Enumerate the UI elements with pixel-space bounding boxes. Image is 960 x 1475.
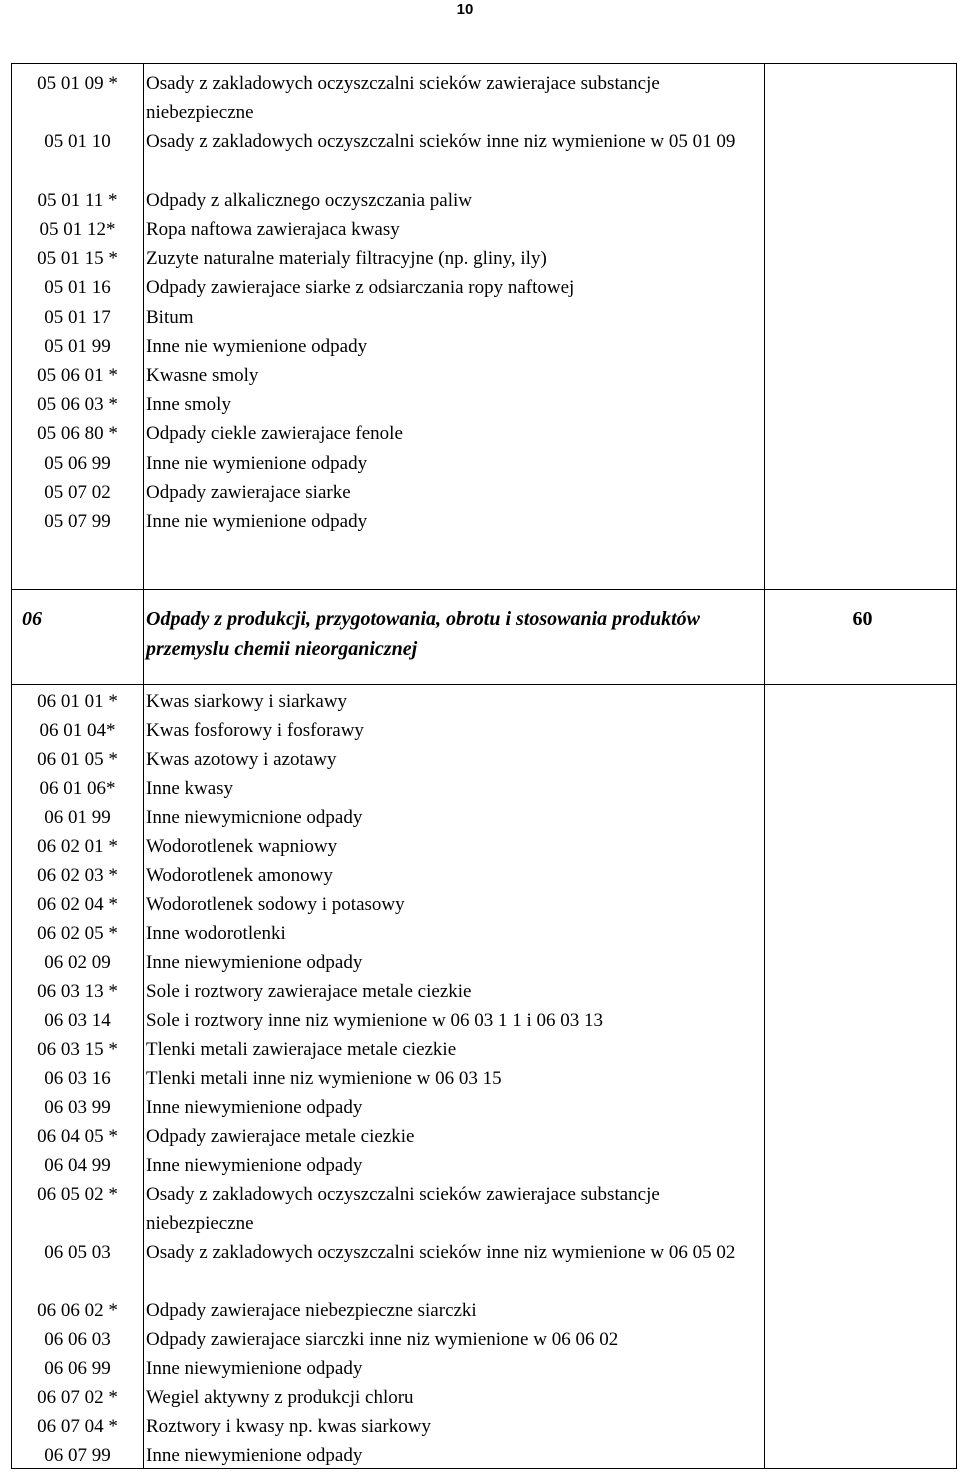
waste-code: 06 04 05 * [37, 1126, 118, 1147]
waste-description: Inne wodorotlenki [146, 923, 286, 944]
waste-code: 05 06 03 * [37, 394, 118, 416]
waste-description: Inne kwasy [146, 778, 234, 799]
waste-code: 06 05 03 [44, 1242, 111, 1263]
waste-code: 06 01 06* [39, 778, 116, 799]
waste-description: Osady z zakladowych oczyszczalni scieków zawierajace substancje niebezpieczne [146, 73, 660, 123]
waste-description: Osady z zakladowych oczyszczalni scieków inne niz wymienione w 06 05 02 [146, 1242, 736, 1263]
waste-description: Inne niewymienione odpady [146, 1445, 363, 1466]
waste-code: 05 01 10 [44, 131, 111, 153]
waste-code: 06 02 04 * [37, 894, 118, 915]
waste-description: Kwasne smoly [146, 365, 259, 386]
waste-code: 05 07 02 [44, 481, 111, 503]
waste-code: 06 02 03 * [37, 865, 118, 886]
waste-description: Inne nie wymienione odpady [146, 511, 368, 532]
waste-description: Inne niewymienione odpady [146, 1358, 363, 1379]
group-separator-top [12, 589, 956, 590]
waste-code: 06 03 14 [44, 1010, 111, 1031]
waste-description: Osady z zakladowych oczyszczalni scieków inne niz wymienione w 05 01 09 [146, 131, 736, 153]
waste-description: Inne niewymienione odpady [146, 1155, 363, 1176]
waste-code: 05 07 99 [44, 511, 111, 532]
waste-description: Wodorotlenek sodowy i potasowy [146, 894, 405, 915]
waste-description: Odpady zawierajace niebezpieczne siarczki [146, 1300, 477, 1321]
waste-code: 06 06 02 * [37, 1300, 118, 1321]
column-divider-limit [764, 64, 765, 1468]
waste-description: Inne nie wymienione odpady [146, 452, 368, 474]
waste-code: 06 07 02 * [37, 1387, 118, 1408]
waste-description: Sole i roztwory inne niz wymienione w 06 03 1 1 i 06 03 13 [146, 1010, 603, 1031]
waste-code: 06 05 02 * [37, 1184, 118, 1205]
waste-description: Zuzyte naturalne materialy filtracyjne (np. gliny, ily) [146, 248, 547, 270]
waste-code: 05 01 12* [39, 219, 116, 240]
waste-codes-table [11, 63, 957, 1469]
waste-code: 05 01 11 * [37, 189, 118, 211]
group-limit: 60 [852, 608, 873, 630]
waste-description: Odpady zawierajace siarke z odsiarczania ropy naftowej [146, 277, 575, 299]
waste-code: 06 03 99 [44, 1097, 111, 1118]
waste-description: Inne niewymienione odpady [146, 1097, 363, 1118]
waste-description: Odpady zawierajace siarke [146, 481, 351, 503]
waste-description: Kwas siarkowy i siarkawy [146, 691, 348, 712]
waste-code: 05 01 09 * [37, 73, 118, 94]
waste-description: Tlenki metali zawierajace metale ciezkie [146, 1039, 457, 1060]
waste-code: 06 07 99 [44, 1445, 111, 1466]
waste-description: Inne niewymienione odpady [146, 952, 363, 973]
waste-code: 06 03 13 * [37, 981, 118, 1002]
waste-description: Odpady zawierajace metale ciezkie [146, 1126, 415, 1147]
waste-description: Bitum [146, 306, 194, 328]
group-title: Odpady z produkcji, przygotowania, obrotu i stosowania produktów przemyslu chemii nieorganicznej [146, 608, 700, 660]
waste-code: 06 01 04* [39, 720, 116, 741]
waste-code: 05 01 17 [44, 306, 111, 328]
waste-code: 06 01 01 * [37, 691, 118, 712]
page-number: 10 [456, 1, 474, 18]
waste-code: 05 01 99 [44, 335, 111, 357]
waste-code: 06 07 04 * [37, 1416, 118, 1437]
waste-code: 06 02 01 * [37, 836, 118, 857]
waste-code: 06 06 99 [44, 1358, 111, 1379]
waste-description: Ropa naftowa zawierajaca kwasy [146, 219, 400, 240]
waste-code: 06 04 99 [44, 1155, 111, 1176]
waste-code: 05 06 80 * [37, 423, 118, 445]
waste-description: Kwas fosforowy i fosforawy [146, 720, 364, 741]
waste-description: Kwas azotowy i azotawy [146, 749, 337, 770]
waste-code: 06 02 05 * [37, 923, 118, 944]
waste-code: 06 03 15 * [37, 1039, 118, 1060]
waste-description: Wodorotlenek amonowy [146, 865, 333, 886]
waste-description: Inne niewymicnione odpady [146, 807, 363, 828]
waste-description: Sole i roztwory zawierajace metale ciezkie [146, 981, 472, 1002]
waste-code: 06 02 09 [44, 952, 111, 973]
waste-code: 05 06 99 [44, 452, 111, 474]
waste-description: Inne nie wymienione odpady [146, 335, 368, 357]
column-divider-code [143, 64, 144, 1468]
waste-description: Osady z zakladowych oczyszczalni scieków zawierajace substancje niebezpieczne [146, 1184, 660, 1234]
waste-code: 06 06 03 [44, 1329, 111, 1350]
waste-description: Wodorotlenek wapniowy [146, 836, 338, 857]
waste-code: 05 06 01 * [37, 365, 118, 386]
waste-description: Odpady z alkalicznego oczyszczania paliw [146, 189, 473, 211]
waste-code: 05 01 16 [44, 277, 111, 299]
group-separator-bottom [12, 684, 956, 685]
waste-code: 05 01 15 * [37, 248, 118, 270]
waste-description: Wegiel aktywny z produkcji chloru [146, 1387, 414, 1408]
waste-description: Inne smoly [146, 394, 231, 416]
waste-code: 06 01 05 * [37, 749, 118, 770]
waste-description: Odpady zawierajace siarczki inne niz wymienione w 06 06 02 [146, 1329, 619, 1350]
waste-code: 06 01 99 [44, 807, 111, 828]
waste-code: 06 03 16 [44, 1068, 111, 1089]
waste-description: Odpady ciekle zawierajace fenole [146, 423, 403, 445]
waste-description: Roztwory i kwasy np. kwas siarkowy [146, 1416, 431, 1437]
waste-description: Tlenki metali inne niz wymienione w 06 03 15 [146, 1068, 502, 1089]
group-code: 06 [22, 608, 42, 630]
